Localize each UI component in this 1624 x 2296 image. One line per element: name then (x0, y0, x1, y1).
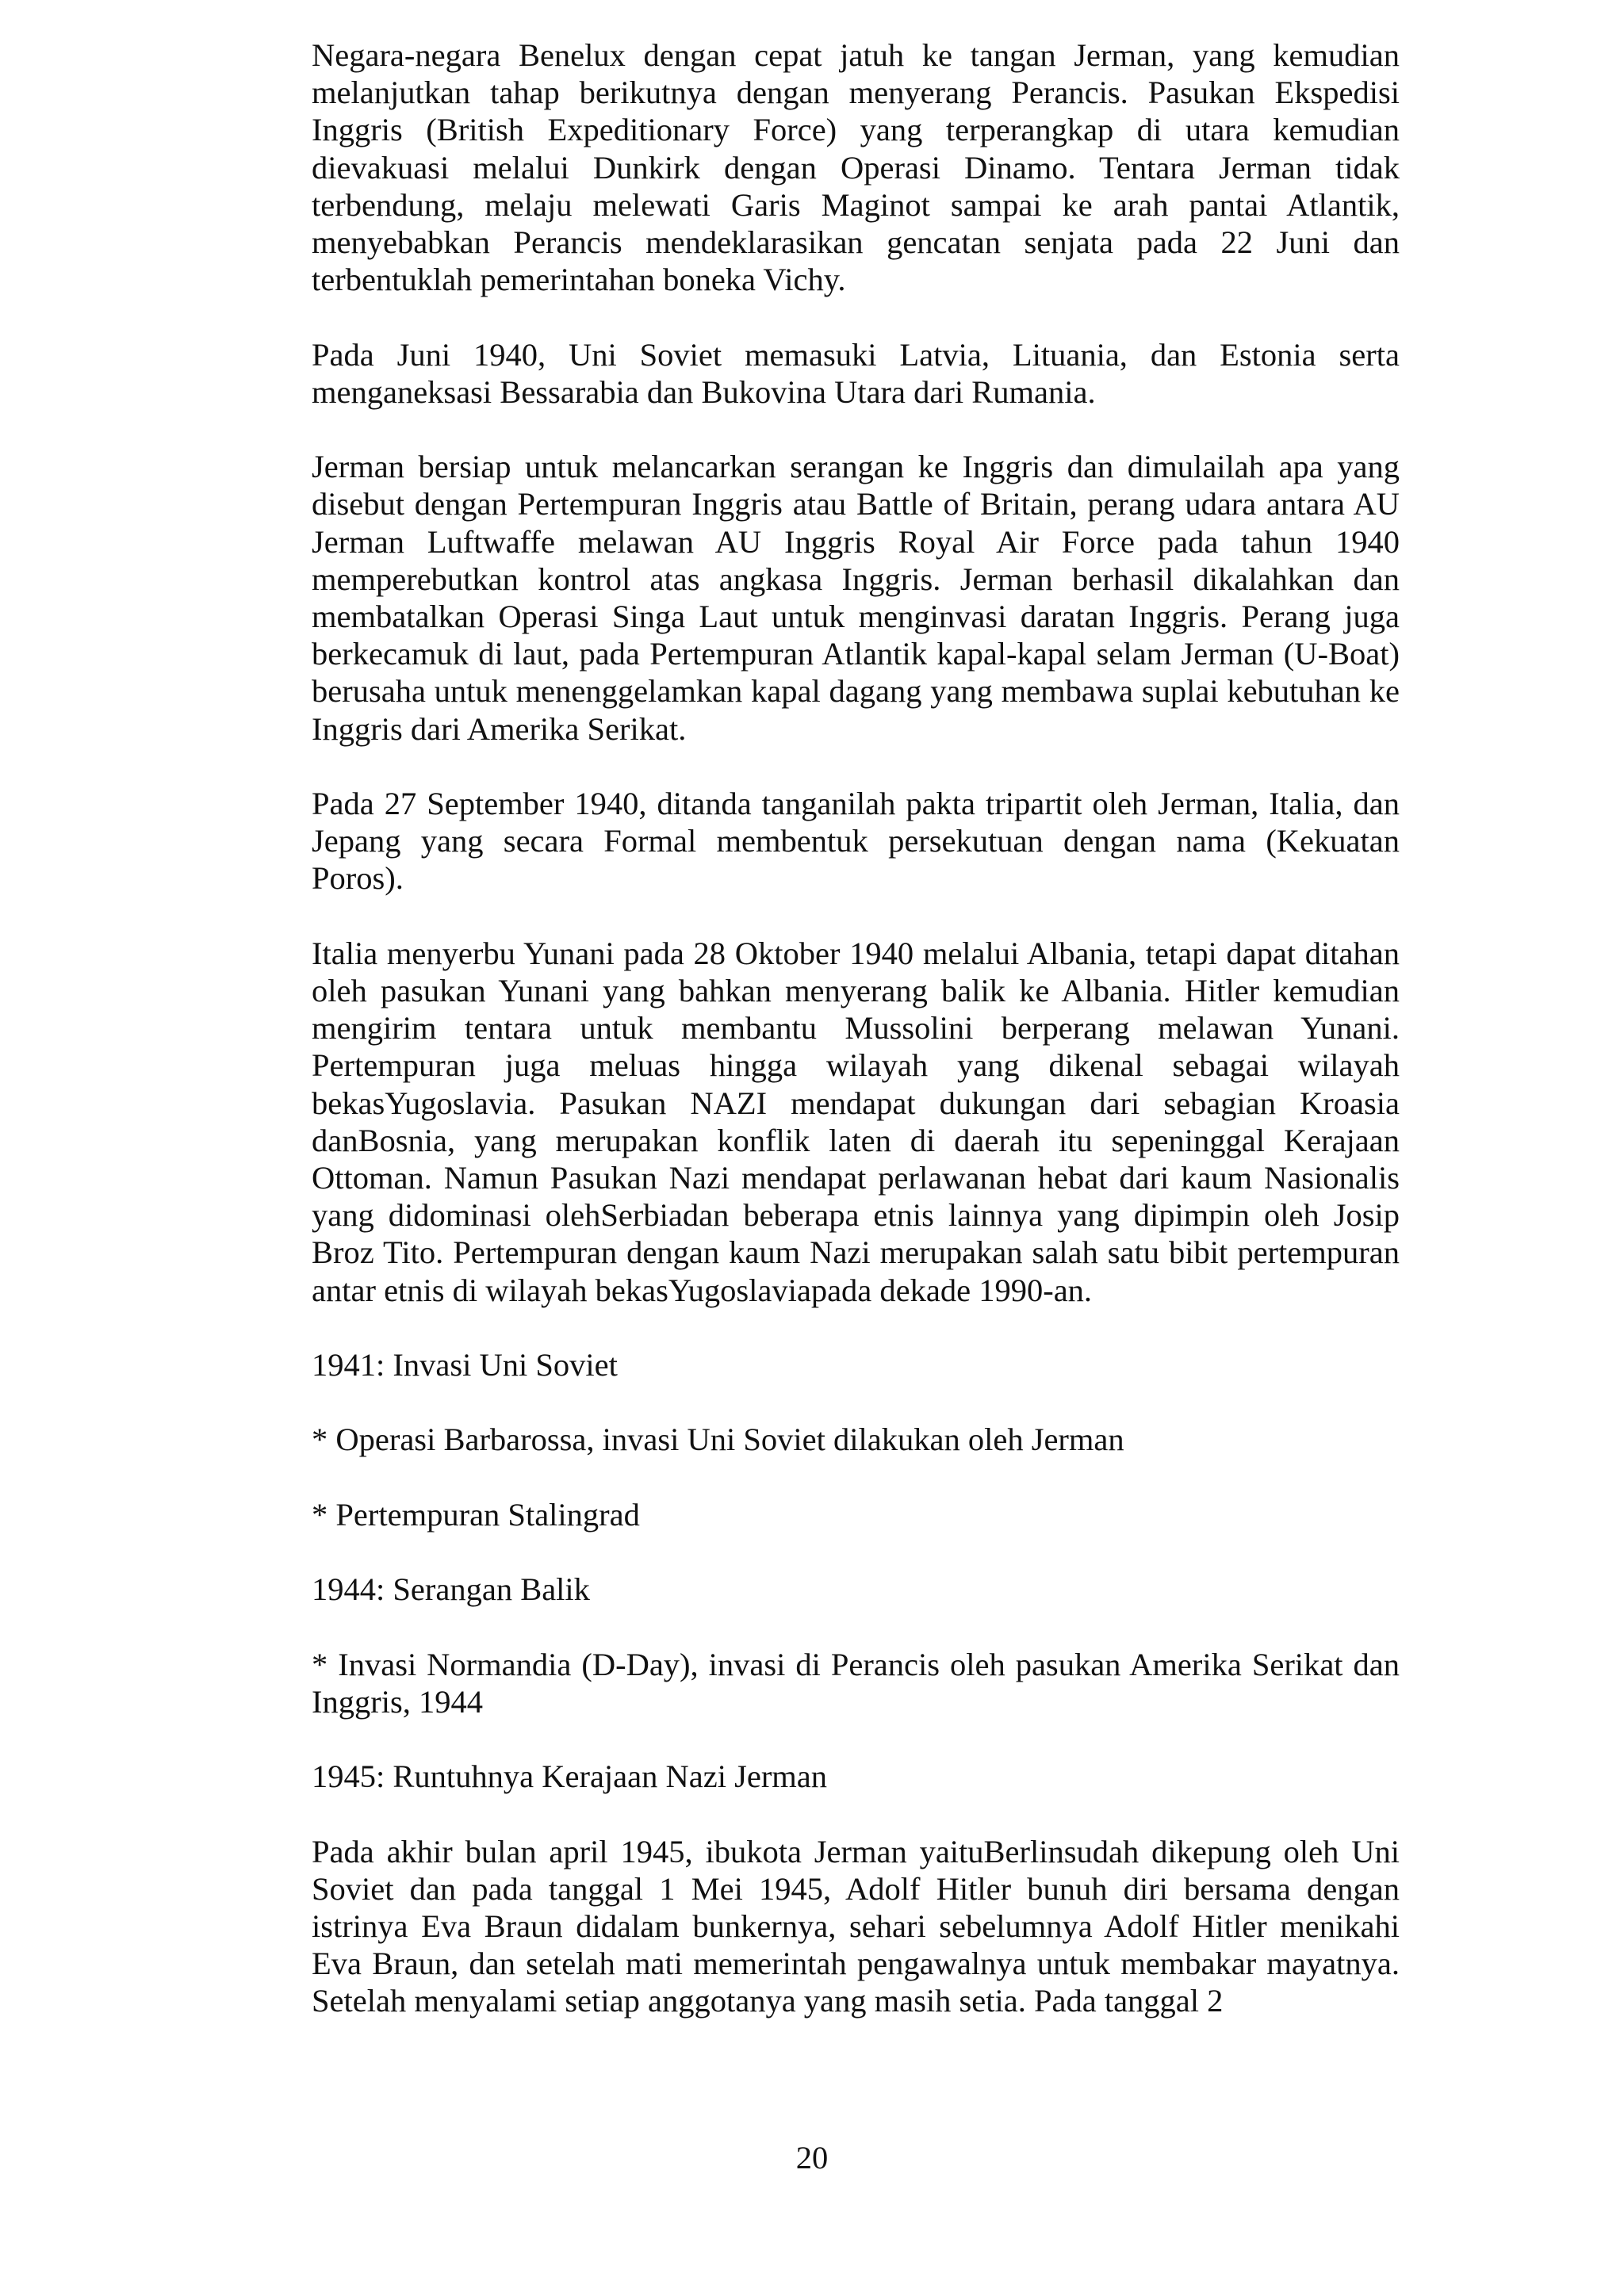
paragraph-benelux-perancis: Negara-negara Benelux dengan cepat jatuh ke tangan Jerman, yang kemudian melanjutkan tahap berikutnya dengan menyerang Perancis. Pasukan Ekspedisi Inggris (British Expeditionary Force) yang terperangkap di utara kemudian dievakuasi melalui Dunkirk dengan Operasi Dinamo. Tentara Jerman tidak terbendung, melaju melewati Garis Maginot sampai ke arah pantai Atlantik, menyebabkan Perancis mendeklarasikan gencatan senjata pada 22 Juni dan terbentuklah pemerintahan boneka Vichy. (312, 37, 1400, 298)
heading-1945: 1945: Runtuhnya Kerajaan Nazi Jerman (312, 1758, 828, 1795)
list-item-stalingrad: * Pertempuran Stalingrad (312, 1496, 640, 1533)
paragraph-italia-yunani: Italia menyerbu Yunani pada 28 Oktober 1940 melalui Albania, tetapi dapat ditahan oleh pasukan Yunani yang bahkan menyerang balik ke Albania. Hitler kemudian mengirim tentara untuk membantu Mussolini berperang melawan Yunani. Pertempuran juga meluas hingga wilayah yang dikenal sebagai wilayah bekasYugoslavia. Pasukan NAZI mendapat dukungan dari sebagian Kroasia danBosnia, yang merupakan konflik laten di daerah itu sepeninggal Kerajaan Ottoman. Namun Pasukan Nazi mendapat perlawanan hebat dari kaum Nasionalis yang didominasi olehSerbiadan beberapa etnis lainnya yang dipimpin oleh Josip Broz Tito. Pertempuran dengan kaum Nazi merupakan salah satu bibit pertempuran antar etnis di wilayah bekasYugoslaviapada dekade 1990-an. (312, 935, 1400, 1308)
heading-1941: 1941: Invasi Uni Soviet (312, 1347, 618, 1383)
list-item-normandia: * Invasi Normandia (D-Day), invasi di Perancis oleh pasukan Amerika Serikat dan Inggris, 1944 (312, 1646, 1400, 1720)
heading-1944: 1944: Serangan Balik (312, 1571, 590, 1608)
paragraph-battle-of-britain: Jerman bersiap untuk melancarkan serangan ke Inggris dan dimulailah apa yang disebut dengan Pertempuran Inggris atau Battle of Britain, perang udara antara AU Jerman Luftwaffe melawan AU Inggris Royal Air Force pada tahun 1940 memperebutkan kontrol atas angkasa Inggris. Jerman berhasil dikalahkan dan membatalkan Operasi Singa Laut untuk menginvasi daratan Inggris. Perang juga berkecamuk di laut, pada Pertempuran Atlantik kapal-kapal selam Jerman (U-Boat) berusaha untuk menenggelamkan kapal dagang yang membawa suplai kebutuhan ke Inggris dari Amerika Serikat. (312, 449, 1400, 747)
page-number: 20 (795, 2140, 829, 2175)
document-body (312, 36, 1400, 2057)
paragraph-berlin-1945: Pada akhir bulan april 1945, ibukota Jerman yaituBerlinsudah dikepung oleh Uni Soviet dan pada tanggal 1 Mei 1945, Adolf Hitler bunuh diri bersama dengan istrinya Eva Braun didalam bunkernya, sehari sebelumnya Adolf Hitler menikahi Eva Braun, dan setelah mati memerintah pengawalnya untuk membakar mayatnya. Setelah menyalami setiap anggotanya yang masih setia. Pada tanggal 2 (312, 1833, 1400, 2019)
paragraph-uni-soviet-1940: Pada Juni 1940, Uni Soviet memasuki Latvia, Lituania, dan Estonia serta menganeksasi Bessarabia dan Bukovina Utara dari Rumania. (312, 336, 1400, 410)
list-item-barbarossa: * Operasi Barbarossa, invasi Uni Soviet dilakukan oleh Jerman (312, 1422, 1124, 1458)
paragraph-pakta-tripartit: Pada 27 September 1940, ditanda tanganilah pakta tripartit oleh Jerman, Italia, dan Jepang yang secara Formal membentuk persekutuan dengan nama (Kekuatan Poros). (312, 786, 1400, 897)
